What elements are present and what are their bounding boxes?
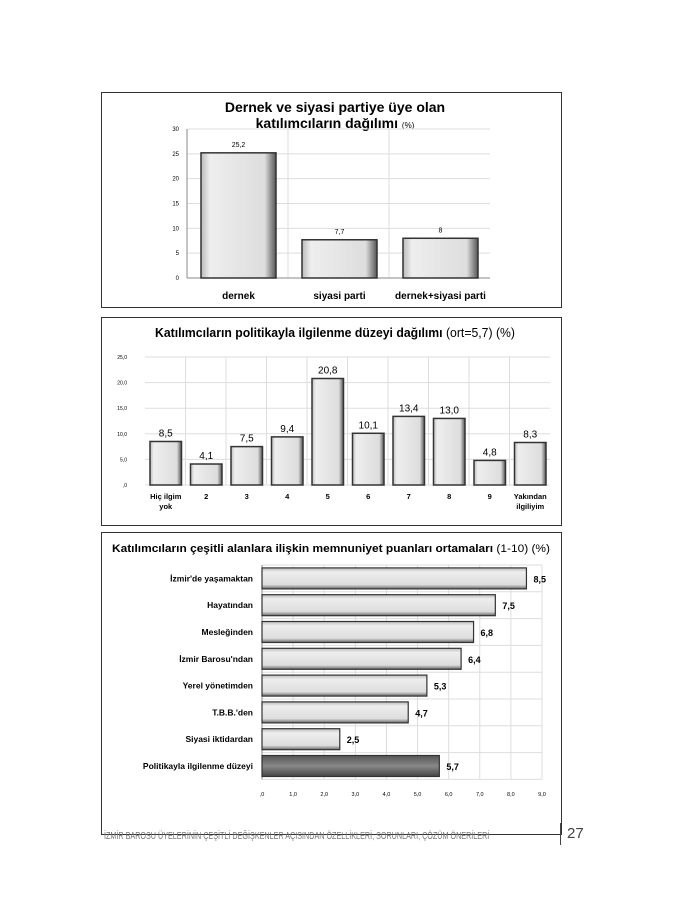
data-label: 8,3 xyxy=(523,429,538,441)
data-label: 8,5 xyxy=(533,574,546,585)
chart-title-suffix: (ort=5,7) (%) xyxy=(445,326,517,340)
data-label: 2,5 xyxy=(346,735,360,746)
data-label: 10,1 xyxy=(358,420,378,432)
x-tick-label: 9 xyxy=(487,492,492,501)
x-tick-label: 8,0 xyxy=(507,792,515,798)
x-tick-label: dernek xyxy=(222,291,255,302)
data-label: 4,7 xyxy=(415,708,428,719)
x-tick-label: Hiç ilgim xyxy=(150,492,182,501)
chart-title-unit: (%) xyxy=(401,121,415,130)
x-tick-label: 2,0 xyxy=(320,792,329,798)
data-label: 8 xyxy=(438,227,443,235)
data-label: 5,3 xyxy=(433,681,447,692)
data-label: 7,7 xyxy=(334,228,345,236)
data-label: 7,5 xyxy=(502,601,515,612)
data-label: 4,1 xyxy=(199,451,214,463)
chart-title xyxy=(112,543,550,555)
data-label: 6,8 xyxy=(480,628,494,638)
bar xyxy=(393,416,425,485)
bar xyxy=(262,756,439,777)
bar xyxy=(434,418,466,485)
bar xyxy=(262,595,495,616)
data-label: 25,2 xyxy=(231,141,246,149)
x-tick-label: yok xyxy=(159,502,173,511)
bar xyxy=(403,238,478,278)
bar xyxy=(262,702,408,723)
x-tick-label: ilgiliyim xyxy=(516,502,545,511)
y-tick-label: İzmir'de yaşamaktan xyxy=(170,573,253,584)
y-tick-label: 10,0 xyxy=(117,431,127,438)
y-tick-label: 5,0 xyxy=(120,457,127,464)
y-tick-label: Politikayla ilgilenme düzeyi xyxy=(142,761,253,771)
x-tick-label: ,0 xyxy=(259,792,265,798)
bar xyxy=(262,622,474,643)
y-tick-label: 15 xyxy=(172,201,179,208)
bar xyxy=(191,464,223,485)
x-tick-label: siyasi parti xyxy=(313,291,366,302)
bar xyxy=(201,153,276,278)
bar xyxy=(262,675,427,696)
x-tick-label: 6 xyxy=(366,492,371,501)
x-tick-label: 5,0 xyxy=(413,792,422,798)
bar xyxy=(302,240,377,278)
x-tick-label: dernek+siyasi parti xyxy=(395,291,486,302)
data-label: 4,8 xyxy=(482,447,497,459)
y-tick-label: Siyasi iktidardan xyxy=(185,734,253,745)
data-label: 9,4 xyxy=(280,423,295,435)
bar xyxy=(515,443,547,485)
data-label: 13,4 xyxy=(399,403,419,415)
x-tick-label: 5 xyxy=(325,492,330,501)
chart-title-suffix: (1-10) (%) xyxy=(496,543,546,555)
y-tick-label: 15,0 xyxy=(117,406,127,413)
y-tick-label: T.B.B.'den xyxy=(212,707,253,718)
bar xyxy=(231,447,263,485)
x-tick-label: 4 xyxy=(285,492,290,501)
bar xyxy=(312,379,344,485)
y-tick-label: 5 xyxy=(175,251,179,258)
x-tick-label: 1,0 xyxy=(289,792,297,798)
x-tick-label: 2 xyxy=(204,492,209,501)
x-tick-label: Yakından xyxy=(513,492,547,501)
data-label: 8,5 xyxy=(158,428,173,440)
y-tick-label: 0 xyxy=(175,276,179,282)
x-tick-label: 3 xyxy=(244,492,249,501)
bar xyxy=(262,568,526,589)
y-tick-label: 10 xyxy=(172,226,179,233)
x-tick-label: 6,0 xyxy=(444,792,453,798)
bar xyxy=(353,433,385,485)
y-tick-label: Yerel yönetimden xyxy=(182,680,253,691)
y-tick-label: İzmir Barosu'ndan xyxy=(179,653,253,664)
x-tick-label: 3,0 xyxy=(351,792,360,798)
data-label: 6,4 xyxy=(468,654,481,665)
x-tick-label: 8 xyxy=(447,492,452,501)
data-label: 5,7 xyxy=(446,762,459,772)
y-tick-label: Hayatından xyxy=(207,600,253,611)
y-tick-label: ,0 xyxy=(122,483,127,489)
bar xyxy=(262,648,461,669)
bar xyxy=(474,460,506,485)
chart-title: Dernek ve siyasi partiye üye olan xyxy=(224,99,446,115)
y-tick-label: 20,0 xyxy=(117,380,127,387)
x-tick-label: 7 xyxy=(406,492,411,501)
y-tick-label: 25,0 xyxy=(117,355,127,361)
bar xyxy=(262,729,340,750)
y-tick-label: Mesleğinden xyxy=(201,627,253,637)
bar xyxy=(150,441,182,485)
chart-title xyxy=(155,326,515,340)
x-tick-label: 7,0 xyxy=(475,792,484,798)
x-tick-label: 4,0 xyxy=(382,792,391,798)
y-tick-label: 30 xyxy=(172,127,179,133)
chart-title-main: Katılımcıların çeşitli alanlara ilişkin memnuniyet puanları ortamaları xyxy=(112,543,468,555)
chart-title-main: Katılımcıların politikayla ilgilenme düzeyi dağılımı xyxy=(155,326,453,340)
data-label: 13,0 xyxy=(439,405,459,417)
x-tick-label: 9,0 xyxy=(538,792,546,798)
data-label: 20,8 xyxy=(318,365,338,377)
footer-title: İZMİR BAROSU ÜYELERİNİN ÇEŞİTLİ DEĞİŞKENLER AÇISINDAN ÖZELLİKLERİ, SORUNLARI, ÇÖZÜM ÖNERİLERİ xyxy=(104,831,490,842)
data-label: 7,5 xyxy=(239,433,254,445)
page-number: 27 xyxy=(560,823,584,845)
y-tick-label: 25 xyxy=(172,151,179,158)
chart-title-line2: katılımcıların dağılımı xyxy=(255,115,402,131)
bar xyxy=(272,437,304,485)
y-tick-label: 20 xyxy=(172,176,179,183)
